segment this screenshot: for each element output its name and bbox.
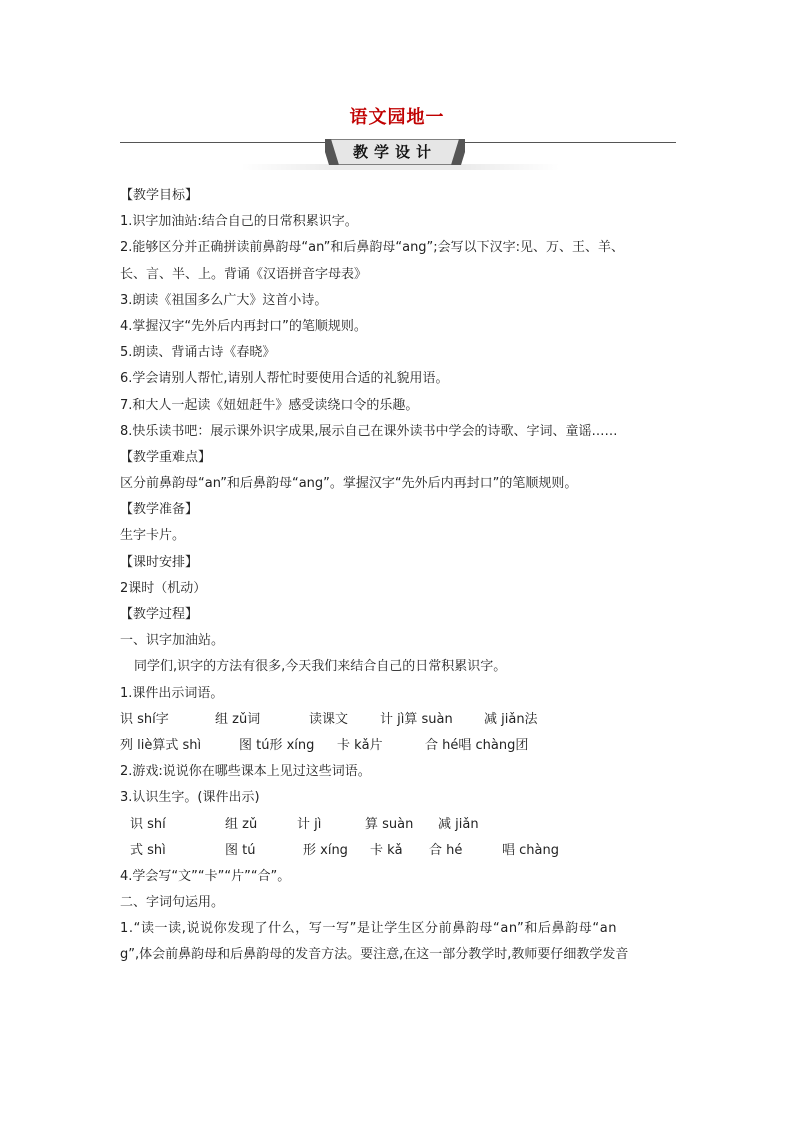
- intro-paragraph: 同学们,识字的方法有很多,今天我们来结合自己的日常积累识字。: [134, 659, 507, 675]
- goal-7: 7.和大人一起读《妞妞赶牛》感受读绕口令的乐趣。: [120, 397, 419, 413]
- heading-key-points: 【教学重难点】: [120, 449, 212, 465]
- char-item: 图 tú: [225, 842, 256, 858]
- key-points-text: 区分前鼻韵母“an”和后鼻韵母“ang”。掌握汉字“先外后内再封口”的笔顺规则。: [120, 476, 578, 492]
- step-1: 1.课件出示词语。: [120, 685, 224, 701]
- char-item: 形 xíng: [303, 842, 348, 858]
- chars-row-2: [120, 838, 676, 864]
- word-item: 读课文: [309, 711, 349, 727]
- goal-3: 3.朗读《祖国多么广大》这首小诗。: [120, 292, 328, 308]
- char-item: 计 jì: [297, 816, 322, 832]
- paragraph-1-line-2: g”,体会前鼻韵母和后鼻韵母的发音方法。要注意,在这一部分教学时,教师要仔细教学发音: [120, 947, 629, 963]
- document-body: [120, 183, 676, 969]
- word-item: 图 tú形 xíng: [239, 737, 315, 753]
- paragraph-1-line-1: 1.“读一读,说说你发现了什么，写一写”是让学生区分前鼻韵母“an”和后鼻韵母“an: [120, 921, 618, 937]
- step-4: 4.学会写“文”“卡”“片”“合”。: [120, 868, 291, 884]
- step-3: 3.认识生字。(课件出示): [120, 790, 260, 806]
- section-1-title: 一、识字加油站。: [120, 633, 225, 649]
- words-row-2: [120, 733, 676, 759]
- char-item: 卡 kǎ: [370, 842, 403, 858]
- goal-2-line-2: 长、言、半、上。背诵《汉语拼音字母表》: [120, 266, 368, 282]
- section-banner: [120, 135, 676, 175]
- goal-8: 8.快乐读书吧：展示课外识字成果,展示自己在课外读书中学会的诗歌、字词、童谣……: [120, 423, 618, 439]
- goal-6: 6.学会请别人帮忙,请别人帮忙时要使用合适的礼貌用语。: [120, 371, 449, 387]
- banner-label: 教学设计: [352, 143, 437, 161]
- word-item: 减 jiǎn法: [484, 711, 538, 727]
- goal-5: 5.朗读、背诵古诗《春晓》: [120, 345, 276, 361]
- words-row-1: [120, 707, 676, 733]
- word-item: 组 zǔ词: [215, 711, 261, 727]
- heading-schedule: 【课时安排】: [120, 554, 199, 570]
- goal-4: 4.掌握汉字“先外后内再封口”的笔顺规则。: [120, 318, 367, 334]
- step-2: 2.游戏:说说你在哪些课本上见过这些词语。: [120, 764, 371, 780]
- char-item: 唱 chàng: [502, 842, 559, 858]
- heading-process: 【教学过程】: [120, 607, 199, 622]
- char-item: 算 suàn: [365, 816, 414, 832]
- word-item: 列 liè算式 shì: [120, 737, 202, 753]
- word-item: 合 hé唱 chàng团: [425, 737, 529, 753]
- heading-preparation: 【教学准备】: [120, 502, 199, 518]
- char-item: 式 shì: [130, 842, 166, 858]
- char-item: 合 hé: [429, 842, 463, 858]
- chars-row-1: [120, 812, 676, 838]
- schedule-text: 2课时（机动）: [120, 580, 207, 596]
- page-title: 语文园地一: [349, 107, 445, 128]
- word-item: 识 shí字: [120, 711, 169, 727]
- goal-2-line-1: 2.能够区分并正确拼读前鼻韵母“an”和后鼻韵母“ang”;会写以下汉字:见、万、王、羊、: [120, 240, 625, 256]
- char-item: 减 jiǎn: [438, 816, 479, 832]
- char-item: 组 zǔ: [225, 816, 258, 832]
- word-item: 卡 kǎ片: [337, 737, 383, 753]
- section-2-title: 二、字词句运用。: [120, 895, 225, 911]
- preparation-text: 生字卡片。: [120, 528, 186, 544]
- char-item: 识 shí: [130, 816, 166, 832]
- goal-1: 1.识字加油站:结合自己的日常积累识字。: [120, 214, 358, 230]
- word-item: 计 jì算 suàn: [380, 711, 453, 727]
- heading-goals: 【教学目标】: [120, 188, 199, 203]
